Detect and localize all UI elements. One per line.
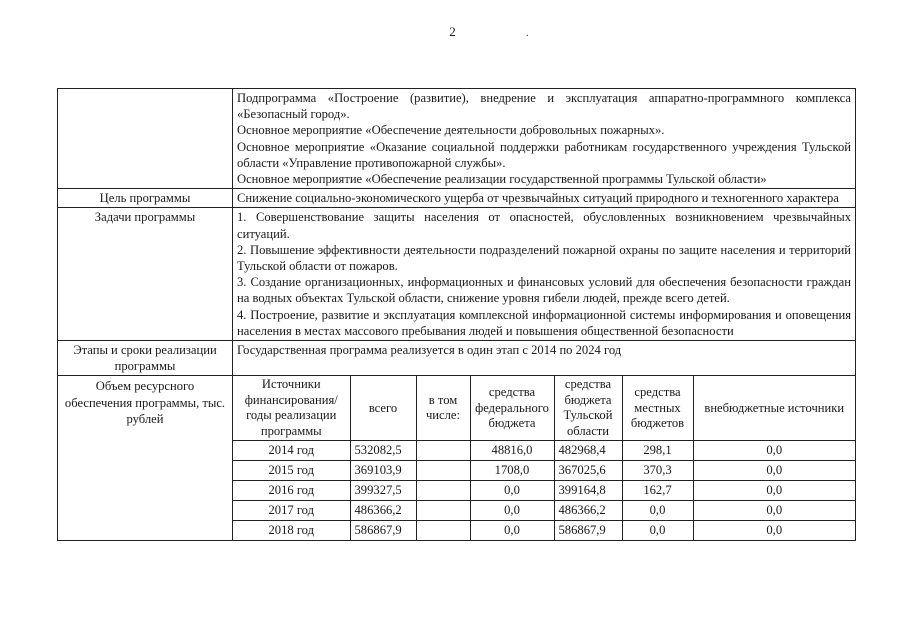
- extrabudgetary-cell: 0,0: [693, 461, 855, 481]
- funding-header-row: [233, 376, 855, 441]
- stages-text: Государственная программа реализуется в один этап с 2014 по 2024 год: [233, 341, 856, 376]
- local-cell: 370,3: [622, 461, 693, 481]
- row-funding: [58, 376, 856, 541]
- header-sources: Источники финансирования/ годы реализации программы: [233, 376, 350, 441]
- program-passport-table: [57, 88, 856, 541]
- subprogram-line: Основное мероприятие «Обеспечение деятельности добровольных пожарных».: [237, 123, 665, 138]
- extrabudgetary-cell: 0,0: [693, 521, 855, 541]
- regional-cell: 367025,6: [554, 461, 622, 481]
- local-cell: 162,7: [622, 481, 693, 501]
- including-cell: [416, 521, 470, 541]
- year-cell: 2017 год: [233, 501, 350, 521]
- header-including: в том числе:: [416, 376, 470, 441]
- year-cell: 2018 год: [233, 521, 350, 541]
- subprograms-cell: [233, 89, 856, 189]
- subprogram-line: Подпрограмма «Построение (развитие), внедрение и эксплуатация аппаратно-программного комплекса «Безопасный город».: [237, 91, 851, 122]
- funding-table: [233, 376, 855, 540]
- extrabudgetary-cell: 0,0: [693, 501, 855, 521]
- federal-cell: 0,0: [470, 521, 554, 541]
- funding-row: [233, 441, 855, 461]
- stray-mark: .: [526, 28, 529, 39]
- total-cell: 486366,2: [350, 501, 416, 521]
- total-cell: 369103,9: [350, 461, 416, 481]
- year-cell: 2014 год: [233, 441, 350, 461]
- federal-cell: 0,0: [470, 481, 554, 501]
- stages-label: Этапы и сроки реализации программы: [58, 341, 233, 376]
- goal-label: Цель программы: [58, 189, 233, 208]
- tasks-label: Задачи программы: [58, 208, 233, 341]
- year-cell: 2015 год: [233, 461, 350, 481]
- task-item: 1. Совершенствование защиты населения от опасностей, обусловленных возникновением чрезвычайных ситуаций.: [237, 210, 851, 241]
- federal-cell: 1708,0: [470, 461, 554, 481]
- subprograms-label-cell: [58, 89, 233, 189]
- regional-cell: 399164,8: [554, 481, 622, 501]
- federal-cell: 48816,0: [470, 441, 554, 461]
- goal-cell: [233, 189, 856, 208]
- funding-label: Объем ресурсного обеспечения программы, тыс. рублей: [58, 376, 233, 541]
- task-item: 4. Построение, развитие и эксплуатация комплексной информационной системы информирования и оповещения населения в местах массового пребывания людей и повышения общественной безопасности: [237, 307, 851, 338]
- row-stages: [58, 341, 856, 376]
- including-cell: [416, 461, 470, 481]
- local-cell: 0,0: [622, 521, 693, 541]
- regional-cell: 486366,2: [554, 501, 622, 521]
- header-total: всего: [350, 376, 416, 441]
- total-cell: 399327,5: [350, 481, 416, 501]
- extrabudgetary-cell: 0,0: [693, 481, 855, 501]
- task-item: 2. Повышение эффективности деятельности подразделений пожарной охраны по защите населения и территорий Тульской области от пожаров.: [237, 242, 851, 274]
- goal-text: Снижение социально-экономического ущерба от чрезвычайных ситуаций природного и техногенного характера: [237, 191, 839, 206]
- local-cell: 0,0: [622, 501, 693, 521]
- row-tasks: [58, 208, 856, 341]
- year-cell: 2016 год: [233, 481, 350, 501]
- header-extrabudgetary: внебюджетные источники: [693, 376, 855, 441]
- extrabudgetary-cell: 0,0: [693, 441, 855, 461]
- funding-row: [233, 461, 855, 481]
- header-regional: средства бюджета Тульской области: [554, 376, 622, 441]
- tasks-cell: [233, 208, 856, 341]
- regional-cell: 482968,4: [554, 441, 622, 461]
- page-number: 2: [449, 24, 456, 39]
- including-cell: [416, 501, 470, 521]
- header-local: средства местных бюджетов: [622, 376, 693, 441]
- funding-row: [233, 501, 855, 521]
- federal-cell: 0,0: [470, 501, 554, 521]
- row-subprograms: [58, 89, 856, 189]
- funding-row: [233, 481, 855, 501]
- total-cell: 532082,5: [350, 441, 416, 461]
- including-cell: [416, 441, 470, 461]
- funding-cell: [233, 376, 856, 541]
- header-federal: средства федерального бюджета: [470, 376, 554, 441]
- including-cell: [416, 481, 470, 501]
- task-item: 3. Создание организационных, информационных и финансовых условий для обеспечения безопасности граждан на водных объектах Тульской области, снижение уровня гибели людей, прежде всего детей.: [237, 275, 851, 306]
- row-goal: [58, 189, 856, 208]
- subprogram-line: Основное мероприятие «Обеспечение реализации государственной программы Тульской области»: [237, 172, 767, 187]
- funding-row: [233, 521, 855, 541]
- regional-cell: 586867,9: [554, 521, 622, 541]
- total-cell: 586867,9: [350, 521, 416, 541]
- subprogram-line: Основное мероприятие «Оказание социальной поддержки работникам государственного учреждения Тульской области «Управление противопожарной службы».: [237, 139, 851, 170]
- local-cell: 298,1: [622, 441, 693, 461]
